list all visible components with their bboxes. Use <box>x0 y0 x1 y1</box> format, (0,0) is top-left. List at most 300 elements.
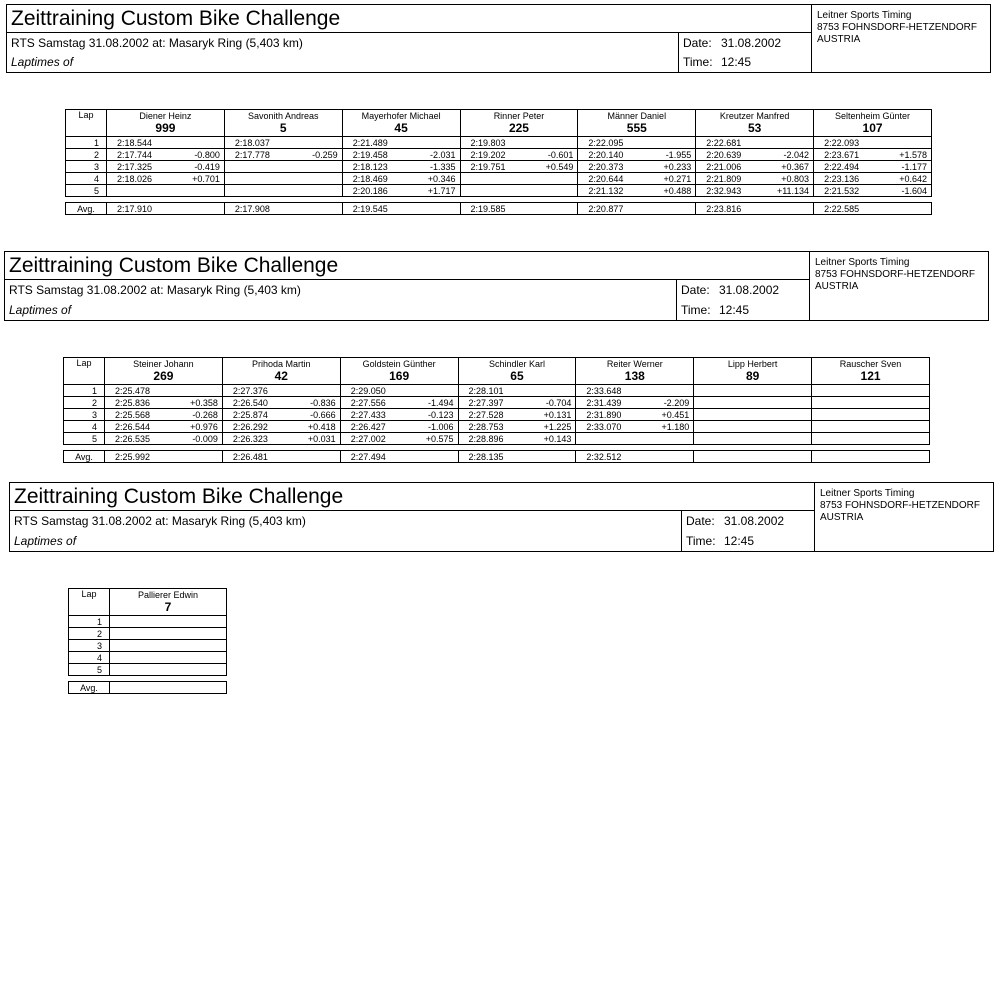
lap-time-cell <box>694 409 812 421</box>
header-date-block <box>677 280 809 320</box>
lap-diff: +0.367 <box>781 161 810 172</box>
organizer-name: Leitner Sports Timing <box>820 488 915 499</box>
time-label: Time: <box>681 303 711 317</box>
avg-time-cell <box>458 451 576 463</box>
lap-diff: +0.575 <box>425 433 454 444</box>
lap-diff: +0.642 <box>899 173 927 184</box>
lap-time-cell <box>340 385 458 397</box>
lap-diff: -0.800 <box>194 149 220 160</box>
lap-time: 2:28.896 <box>468 433 504 444</box>
lap-time-cell <box>460 185 578 197</box>
avg-time: 2:19.585 <box>470 203 506 214</box>
lap-diff: -0.419 <box>194 161 220 172</box>
rider-number: 555 <box>626 121 647 135</box>
header-main <box>5 252 810 320</box>
lap-time: 2:25.836 <box>115 397 151 408</box>
lap-time: 2:21.532 <box>824 185 860 196</box>
laptimes-table <box>63 357 930 463</box>
rider-column-header <box>694 358 812 385</box>
lap-time: 2:20.373 <box>588 161 624 172</box>
avg-label: Avg. <box>69 682 110 694</box>
time-label: Time: <box>686 534 716 548</box>
lap-time-cell <box>576 409 694 421</box>
header-race-block <box>7 33 679 72</box>
rider-column-header <box>110 589 227 616</box>
laptimes-label: Laptimes of <box>14 534 77 548</box>
lap-time-cell <box>224 137 342 149</box>
lap-time: 2:20.639 <box>706 149 742 160</box>
avg-label: Avg. <box>64 451 105 463</box>
avg-time-cell <box>222 451 340 463</box>
rider-name: Diener Heinz <box>139 111 192 121</box>
rider-name: Schindler Karl <box>488 359 545 369</box>
avg-time-cell <box>694 451 812 463</box>
lap-diff: +0.701 <box>192 173 220 184</box>
lap-time: 2:23.671 <box>824 149 860 160</box>
rider-number: 169 <box>389 369 410 383</box>
avg-time: 2:17.910 <box>117 203 153 214</box>
lap-time: 2:26.540 <box>232 397 268 408</box>
lap-diff: +0.976 <box>190 421 218 432</box>
lap-number: 5 <box>69 664 110 676</box>
report-header <box>4 251 989 321</box>
laptimes-label: Laptimes of <box>9 303 72 317</box>
time-label: Time: <box>683 55 713 70</box>
lap-diff: -1.006 <box>428 421 454 432</box>
lap-time-cell <box>460 149 578 161</box>
lap-time: 2:27.002 <box>350 433 386 444</box>
lap-column-header: Lap <box>64 358 105 385</box>
lap-time-cell <box>224 185 342 197</box>
organizer-country: AUSTRIA <box>815 281 859 292</box>
lap-diff: +0.451 <box>661 409 690 420</box>
rider-name: Seltenheim Günter <box>835 111 911 121</box>
avg-time-cell <box>110 682 227 694</box>
organizer-country: AUSTRIA <box>817 34 861 45</box>
lap-time-cell <box>814 149 932 161</box>
lap-time-cell <box>107 137 225 149</box>
lap-time-cell <box>105 397 223 409</box>
rider-name: Rinner Peter <box>493 111 545 121</box>
lap-time: 2:18.469 <box>352 173 388 184</box>
lap-time: 2:21.006 <box>706 161 742 172</box>
race-info: RTS Samstag 31.08.2002 at: Masaryk Ring (5,403 km) <box>11 35 303 50</box>
lap-time: 2:23.136 <box>824 173 860 184</box>
lap-time-cell <box>578 173 696 185</box>
rider-number: 107 <box>862 121 883 135</box>
lap-time-cell <box>814 161 932 173</box>
lap-time: 2:19.458 <box>352 149 388 160</box>
table-row <box>66 137 932 149</box>
lap-time: 2:21.132 <box>588 185 624 196</box>
lap-time: 2:22.095 <box>588 137 624 148</box>
avg-label: Avg. <box>66 203 107 215</box>
lap-time: 2:31.439 <box>586 397 622 408</box>
rider-column-header <box>342 110 460 137</box>
table-row <box>69 652 227 664</box>
table-row <box>66 185 932 197</box>
race-info: RTS Samstag 31.08.2002 at: Masaryk Ring (5,403 km) <box>14 514 306 528</box>
lap-time: 2:27.433 <box>350 409 386 420</box>
rider-column-header <box>576 358 694 385</box>
lap-time-cell <box>222 397 340 409</box>
lap-diff: +11.134 <box>776 185 810 196</box>
lap-time: 2:26.292 <box>232 421 268 432</box>
rider-column-header <box>105 358 223 385</box>
rider-number: 5 <box>279 121 287 135</box>
lap-diff: -0.836 <box>310 397 336 408</box>
lap-time: 2:27.376 <box>232 385 268 396</box>
header-race-block <box>10 511 682 551</box>
table-row <box>69 616 227 628</box>
rider-number: 65 <box>510 369 524 383</box>
lap-diff: +1.578 <box>899 149 927 160</box>
lap-time-cell <box>222 433 340 445</box>
header-sub <box>7 33 811 72</box>
avg-time: 2:25.992 <box>115 451 151 462</box>
table-header-row <box>64 358 930 385</box>
organizer-name: Leitner Sports Timing <box>815 257 910 268</box>
page-title: Zeittraining Custom Bike Challenge <box>5 252 809 280</box>
lap-time: 2:20.644 <box>588 173 624 184</box>
lap-time: 2:26.535 <box>115 433 151 444</box>
lap-time: 2:22.494 <box>824 161 860 172</box>
lap-time: 2:17.778 <box>234 149 270 160</box>
lap-time: 2:22.681 <box>706 137 742 148</box>
lap-diff: -0.259 <box>312 149 338 160</box>
lap-time-cell <box>696 149 814 161</box>
lap-time-cell <box>812 433 930 445</box>
rider-number: 53 <box>747 121 762 135</box>
avg-time-cell <box>578 203 696 215</box>
lap-number: 5 <box>66 185 107 197</box>
lap-diff: +0.143 <box>543 433 572 444</box>
lap-time-cell <box>105 421 223 433</box>
lap-time: 2:19.803 <box>470 137 506 148</box>
organizer-block <box>815 483 993 551</box>
lap-time: 2:27.397 <box>468 397 504 408</box>
lap-diff: -1.604 <box>901 185 927 196</box>
lap-diff: +0.418 <box>307 421 336 432</box>
lap-time-cell <box>107 149 225 161</box>
avg-time: 2:20.877 <box>588 203 624 214</box>
lap-column-header: Lap <box>66 110 107 137</box>
lap-time-cell <box>340 421 458 433</box>
rider-name: Steiner Johann <box>133 359 194 369</box>
rider-column-header <box>460 110 578 137</box>
lap-time-cell <box>110 628 227 640</box>
lap-time: 2:27.556 <box>350 397 386 408</box>
lap-time: 2:33.648 <box>586 385 622 396</box>
average-row <box>64 451 930 463</box>
avg-time: 2:27.494 <box>350 451 386 462</box>
rider-column-header <box>458 358 576 385</box>
lap-time-cell <box>812 385 930 397</box>
lap-diff: -2.209 <box>663 397 690 408</box>
lap-time: 2:18.544 <box>117 137 153 148</box>
lap-diff: -0.268 <box>192 409 218 420</box>
rider-column-header <box>224 110 342 137</box>
lap-time-cell <box>576 421 694 433</box>
rider-number: 121 <box>860 369 881 383</box>
table-row <box>66 161 932 173</box>
page-title: Zeittraining Custom Bike Challenge <box>10 483 814 511</box>
lap-diff: -2.042 <box>783 149 810 160</box>
avg-time-cell <box>460 203 578 215</box>
lap-time-cell <box>460 161 578 173</box>
table-row <box>64 409 930 421</box>
lap-time-cell <box>458 421 576 433</box>
table-row <box>64 421 930 433</box>
header-race-block <box>5 280 677 320</box>
lap-diff: -2.031 <box>430 149 456 160</box>
lap-diff: -0.666 <box>310 409 336 420</box>
rider-name: Goldstein Günther <box>362 359 436 369</box>
lap-time: 2:26.427 <box>350 421 386 432</box>
lap-diff: -0.009 <box>192 433 218 444</box>
lap-time: 2:17.744 <box>117 149 153 160</box>
lap-time: 2:19.751 <box>470 161 506 172</box>
rider-name: Rauscher Sven <box>839 359 902 369</box>
lap-diff: +1.717 <box>427 185 456 196</box>
average-row <box>69 682 227 694</box>
lap-diff: +1.225 <box>543 421 572 432</box>
lap-time-cell <box>340 433 458 445</box>
average-row <box>66 203 932 215</box>
rider-name: Kreutzer Manfred <box>719 111 790 121</box>
lap-time-cell <box>105 433 223 445</box>
lap-time: 2:25.478 <box>115 385 151 396</box>
lap-time-cell <box>458 433 576 445</box>
lap-time-cell <box>342 185 460 197</box>
table-row <box>64 385 930 397</box>
time-value: 12:45 <box>721 55 752 70</box>
organizer-address: 8753 FOHNSDORF-HETZENDORF <box>820 500 981 511</box>
lap-time-cell <box>222 385 340 397</box>
lap-time: 2:28.753 <box>468 421 504 432</box>
avg-time: 2:19.545 <box>352 203 388 214</box>
header-sub <box>10 511 814 551</box>
lap-number: 3 <box>69 640 110 652</box>
date-value: 31.08.2002 <box>721 35 782 50</box>
organizer-address: 8753 FOHNSDORF-HETZENDORF <box>817 22 978 33</box>
lap-time-cell <box>458 385 576 397</box>
report-header <box>6 4 991 73</box>
lap-time-cell <box>814 173 932 185</box>
lap-time: 2:29.050 <box>350 385 386 396</box>
lap-time-cell <box>576 385 694 397</box>
lap-time-cell <box>342 137 460 149</box>
race-info: RTS Samstag 31.08.2002 at: Masaryk Ring (5,403 km) <box>9 283 301 297</box>
table-header-row <box>69 589 227 616</box>
rider-number: 89 <box>745 369 760 383</box>
lap-diff: +0.803 <box>781 173 810 184</box>
lap-time-cell <box>105 409 223 421</box>
report-header <box>9 482 994 552</box>
rider-column-header <box>578 110 696 137</box>
lap-time: 2:25.874 <box>232 409 268 420</box>
date-label: Date: <box>683 35 712 50</box>
lap-time: 2:18.037 <box>234 137 270 148</box>
lap-time-cell <box>576 433 694 445</box>
header-date-block <box>679 33 811 72</box>
lap-diff: +0.549 <box>545 161 574 172</box>
date-value: 31.08.2002 <box>724 514 785 528</box>
lap-time: 2:27.528 <box>468 409 504 420</box>
lap-time-cell <box>460 137 578 149</box>
lap-time-cell <box>812 397 930 409</box>
table-row <box>66 173 932 185</box>
lap-time-cell <box>460 173 578 185</box>
lap-number: 2 <box>64 397 105 409</box>
laptimes-table <box>68 588 227 694</box>
lap-number: 4 <box>69 652 110 664</box>
lap-diff: -1.177 <box>901 161 927 172</box>
rider-number: 999 <box>155 121 176 135</box>
avg-time-cell <box>107 203 225 215</box>
lap-time: 2:25.568 <box>115 409 151 420</box>
lap-diff: +0.358 <box>190 397 218 408</box>
lap-time-cell <box>342 161 460 173</box>
lap-time-cell <box>696 173 814 185</box>
avg-time-cell <box>696 203 814 215</box>
time-value: 12:45 <box>724 534 755 548</box>
lap-time: 2:18.123 <box>352 161 388 172</box>
lap-time-cell <box>578 149 696 161</box>
avg-time: 2:26.481 <box>232 451 268 462</box>
lap-number: 1 <box>69 616 110 628</box>
rider-column-header <box>340 358 458 385</box>
lap-time-cell <box>578 161 696 173</box>
avg-time: 2:17.908 <box>234 203 270 214</box>
lap-time-cell <box>222 421 340 433</box>
header-main <box>7 5 812 72</box>
lap-time-cell <box>576 397 694 409</box>
lap-time-cell <box>342 149 460 161</box>
lap-time-cell <box>224 149 342 161</box>
lap-diff: +0.233 <box>663 161 692 172</box>
date-value: 31.08.2002 <box>719 283 780 297</box>
table-row <box>69 628 227 640</box>
lap-time: 2:21.489 <box>352 137 388 148</box>
lap-time-cell <box>342 173 460 185</box>
lap-number: 3 <box>64 409 105 421</box>
lap-diff: -1.494 <box>428 397 454 408</box>
organizer-name: Leitner Sports Timing <box>817 10 912 21</box>
lap-time-cell <box>340 409 458 421</box>
lap-diff: +1.180 <box>661 421 690 432</box>
lap-time: 2:21.809 <box>706 173 742 184</box>
lap-diff: -0.601 <box>547 149 574 160</box>
lap-diff: +0.346 <box>427 173 456 184</box>
rider-number: 42 <box>274 369 288 383</box>
avg-time-cell <box>224 203 342 215</box>
lap-time: 2:18.026 <box>117 173 153 184</box>
lap-diff: -1.955 <box>665 149 692 160</box>
lap-time-cell <box>110 652 227 664</box>
lap-time-cell <box>694 385 812 397</box>
lap-number: 5 <box>64 433 105 445</box>
organizer-address: 8753 FOHNSDORF-HETZENDORF <box>815 269 976 280</box>
lap-time-cell <box>340 397 458 409</box>
avg-time: 2:28.135 <box>468 451 504 462</box>
rider-name: Pallierer Edwin <box>137 590 199 600</box>
lap-diff: +0.271 <box>663 173 692 184</box>
lap-column-header: Lap <box>69 589 110 616</box>
lap-number: 4 <box>64 421 105 433</box>
lap-time-cell <box>812 421 930 433</box>
lap-number: 2 <box>66 149 107 161</box>
lap-diff: +0.488 <box>663 185 692 196</box>
header-date-block <box>682 511 814 551</box>
rider-number: 138 <box>624 369 645 383</box>
lap-time-cell <box>110 616 227 628</box>
avg-time-cell <box>105 451 223 463</box>
rider-column-header <box>814 110 932 137</box>
lap-diff: -0.704 <box>545 397 572 408</box>
lap-time-cell <box>814 137 932 149</box>
time-value: 12:45 <box>719 303 750 317</box>
avg-time: 2:22.585 <box>824 203 860 214</box>
table-row <box>64 433 930 445</box>
lap-number: 2 <box>69 628 110 640</box>
lap-time-cell <box>458 409 576 421</box>
organizer-block <box>810 252 988 320</box>
lap-time: 2:26.323 <box>232 433 268 444</box>
avg-time-cell <box>576 451 694 463</box>
lap-time-cell <box>694 433 812 445</box>
lap-time: 2:19.202 <box>470 149 506 160</box>
laptimes-label: Laptimes of <box>11 55 74 70</box>
lap-diff: -0.123 <box>428 409 454 420</box>
table-row <box>69 640 227 652</box>
lap-number: 4 <box>66 173 107 185</box>
lap-time: 2:17.325 <box>117 161 153 172</box>
avg-time: 2:23.816 <box>706 203 742 214</box>
lap-time-cell <box>107 161 225 173</box>
lap-time-cell <box>694 397 812 409</box>
rider-column-header <box>107 110 225 137</box>
lap-time-cell <box>107 185 225 197</box>
rider-name: Lipp Herbert <box>727 359 778 369</box>
lap-time-cell <box>696 185 814 197</box>
avg-time: 2:32.512 <box>586 451 622 462</box>
rider-name: Reiter Werner <box>606 359 663 369</box>
avg-time-cell <box>342 203 460 215</box>
lap-time: 2:31.890 <box>586 409 622 420</box>
table-row <box>66 149 932 161</box>
rider-name: Männer Daniel <box>607 111 667 121</box>
lap-time-cell <box>222 409 340 421</box>
lap-time-cell <box>224 173 342 185</box>
lap-time: 2:28.101 <box>468 385 504 396</box>
header-main <box>10 483 815 551</box>
lap-time-cell <box>105 385 223 397</box>
date-label: Date: <box>681 283 710 297</box>
rider-name: Mayerhofer Michael <box>361 111 441 121</box>
rider-column-header <box>222 358 340 385</box>
avg-time-cell <box>814 203 932 215</box>
rider-name: Savonith Andreas <box>247 111 319 121</box>
rider-number: 269 <box>153 369 174 383</box>
lap-diff: +0.031 <box>307 433 336 444</box>
organizer-country: AUSTRIA <box>820 512 864 523</box>
lap-time-cell <box>578 137 696 149</box>
rider-name: Prihoda Martin <box>252 359 311 369</box>
lap-time: 2:20.186 <box>352 185 388 196</box>
organizer-block <box>812 5 990 72</box>
lap-time-cell <box>812 409 930 421</box>
